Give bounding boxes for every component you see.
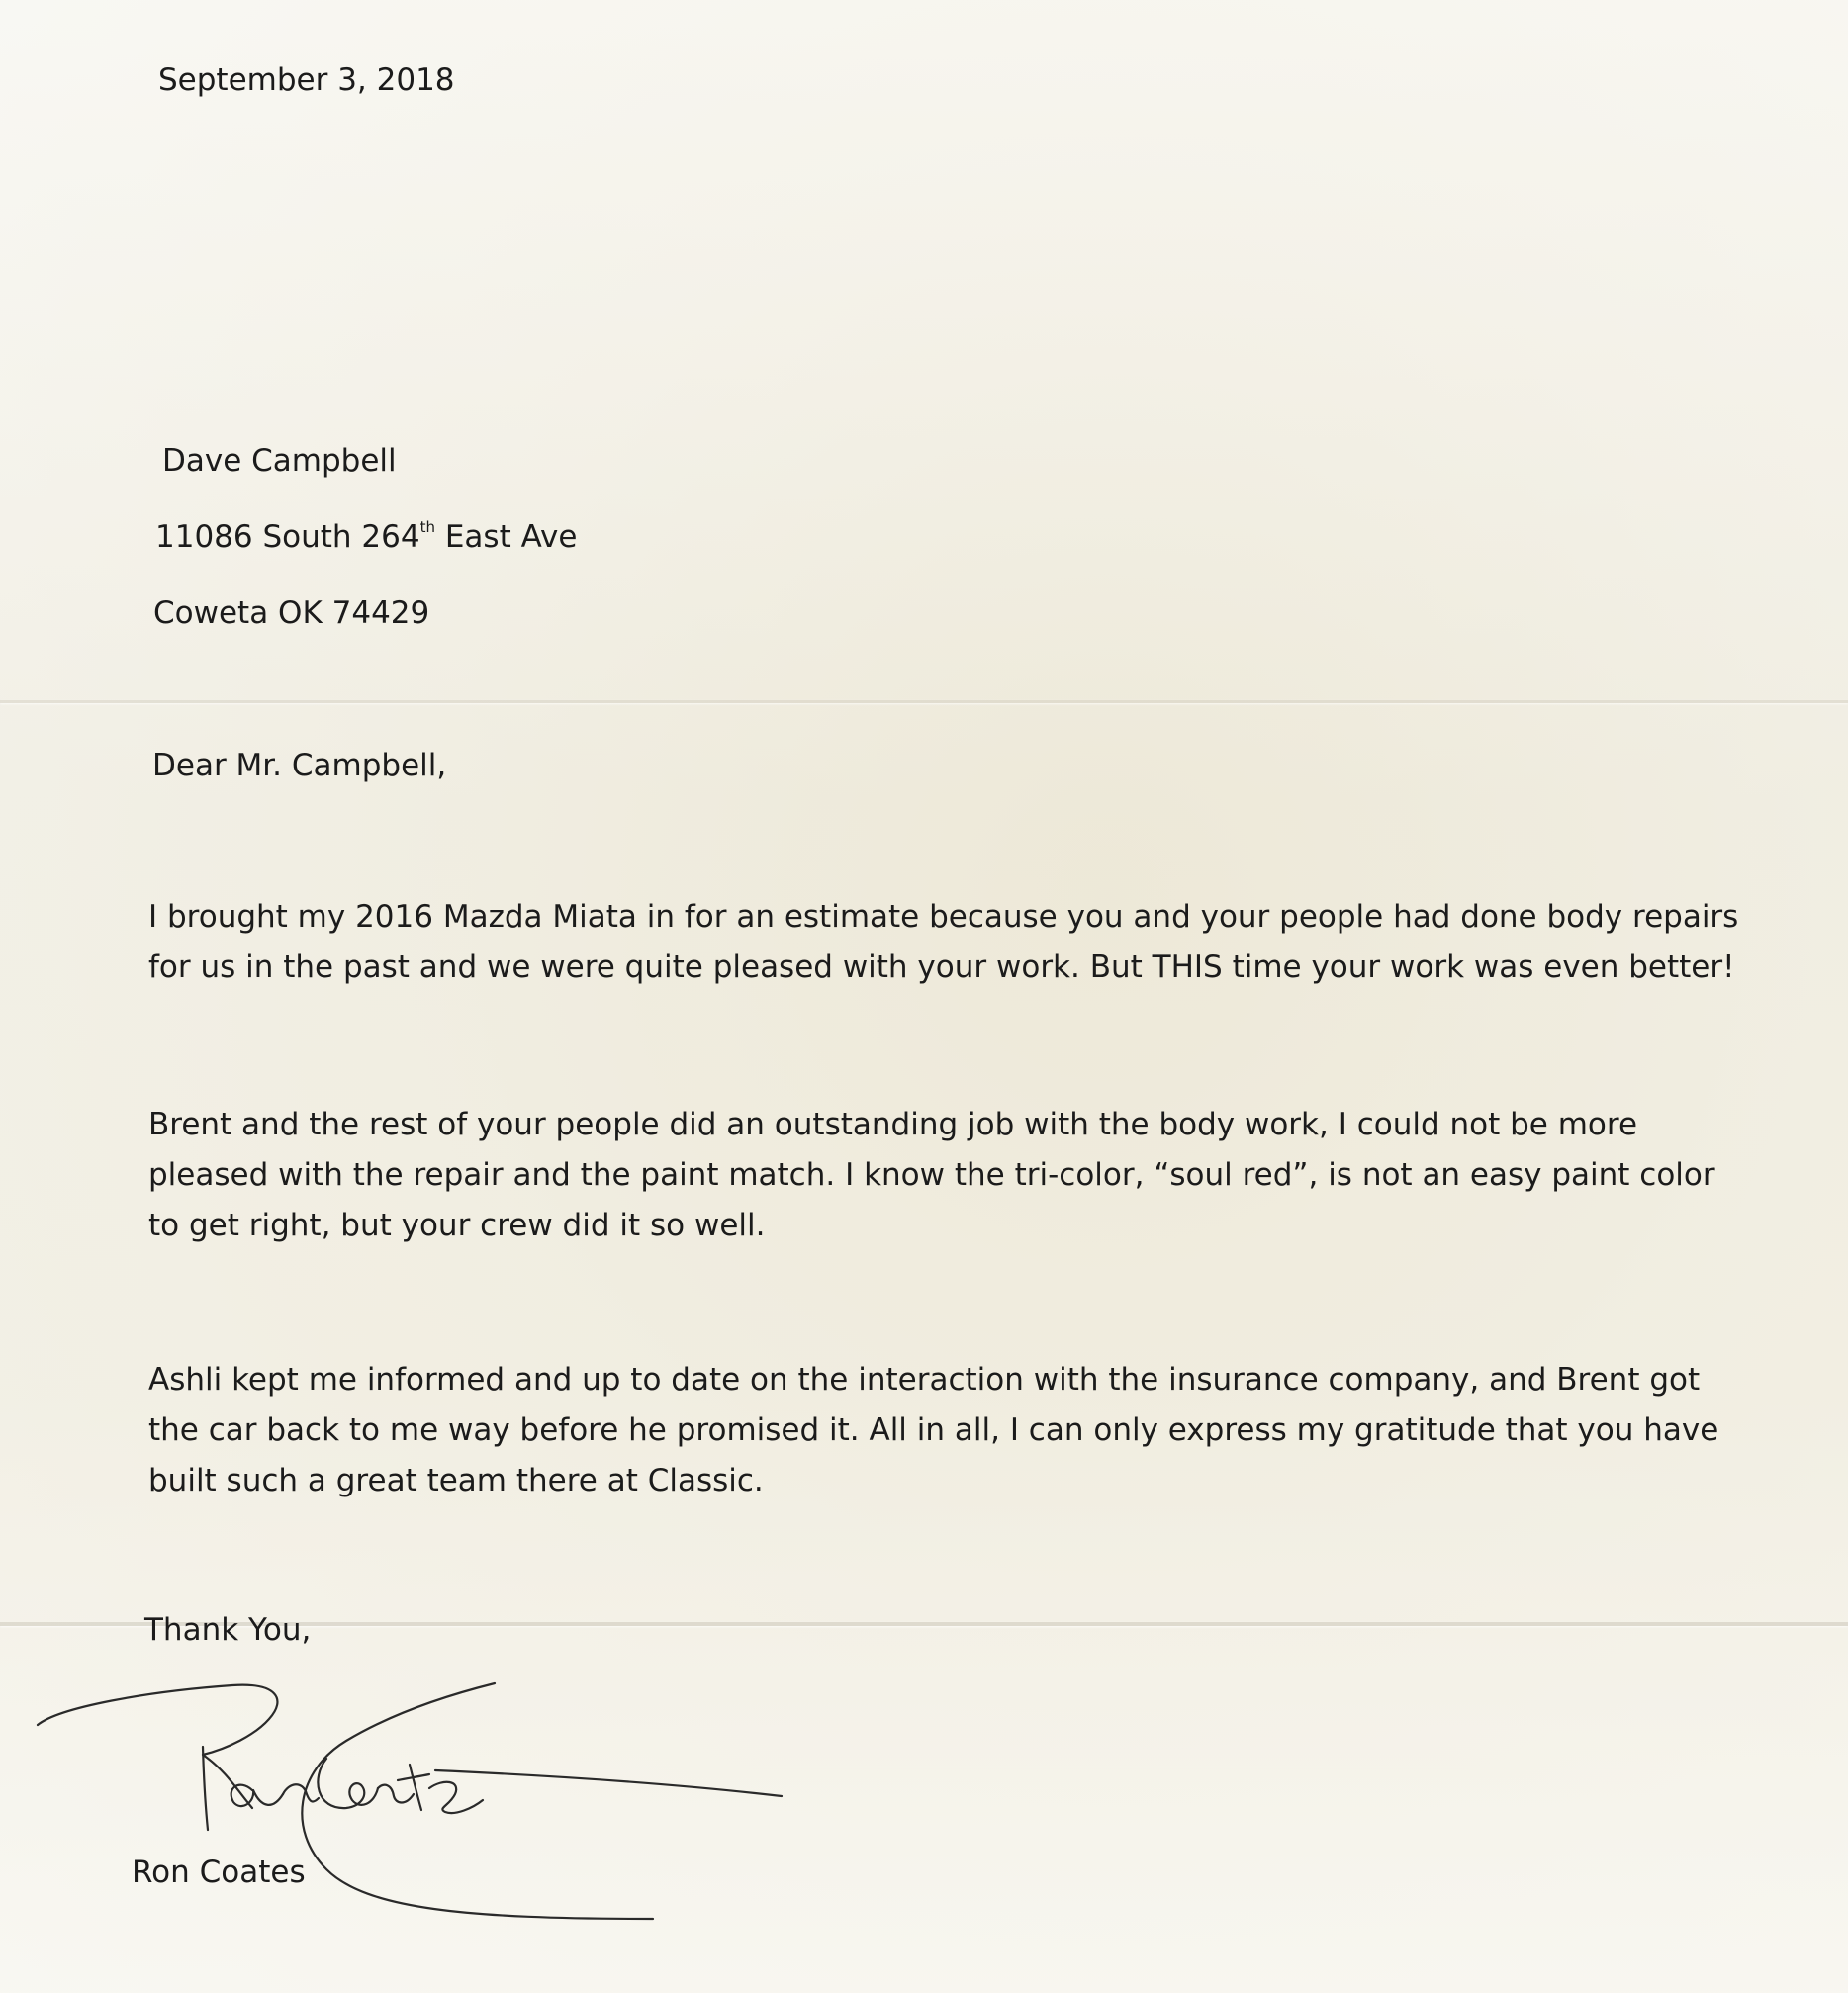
letter-date: September 3, 2018 — [158, 62, 455, 98]
paragraph-line: I brought my 2016 Mazda Miata in for an estimate because you and your people had done body repairs — [148, 899, 1739, 935]
street-number: 11086 South 264 — [155, 519, 420, 555]
body-paragraph-2 — [148, 1100, 1715, 1251]
paragraph-line: Brent and the rest of your people did an outstanding job with the body work, I could not be more — [148, 1107, 1638, 1142]
body-paragraph-3 — [148, 1355, 1718, 1506]
paragraph-line: Ashli kept me informed and up to date on the interaction with the insurance company, and Brent got — [148, 1362, 1701, 1398]
signer-name: Ron Coates — [132, 1855, 306, 1890]
paragraph-line: for us in the past and we were quite pleased with your work. But THIS time your work was even better! — [148, 950, 1735, 985]
salutation: Dear Mr. Campbell, — [152, 748, 447, 783]
paper-fold-line — [0, 700, 1848, 703]
paragraph-line: to get right, but your crew did it so well. — [148, 1208, 766, 1243]
body-paragraph-1 — [148, 892, 1738, 993]
street-ordinal-suffix: th — [419, 517, 435, 536]
paragraph-line: pleased with the repair and the paint match. I know the tri-color, “soul red”, is not an easy paint color — [148, 1157, 1715, 1193]
paragraph-line: built such a great team there at Classic. — [148, 1463, 764, 1498]
recipient-city-state-zip: Coweta OK 74429 — [153, 595, 430, 631]
paragraph-line: the car back to me way before he promised it. All in all, I can only express my gratitude that you have — [148, 1412, 1719, 1448]
recipient-name: Dave Campbell — [162, 443, 397, 479]
recipient-street — [155, 512, 577, 563]
street-rest: East Ave — [434, 519, 578, 555]
closing: Thank You, — [144, 1612, 312, 1648]
